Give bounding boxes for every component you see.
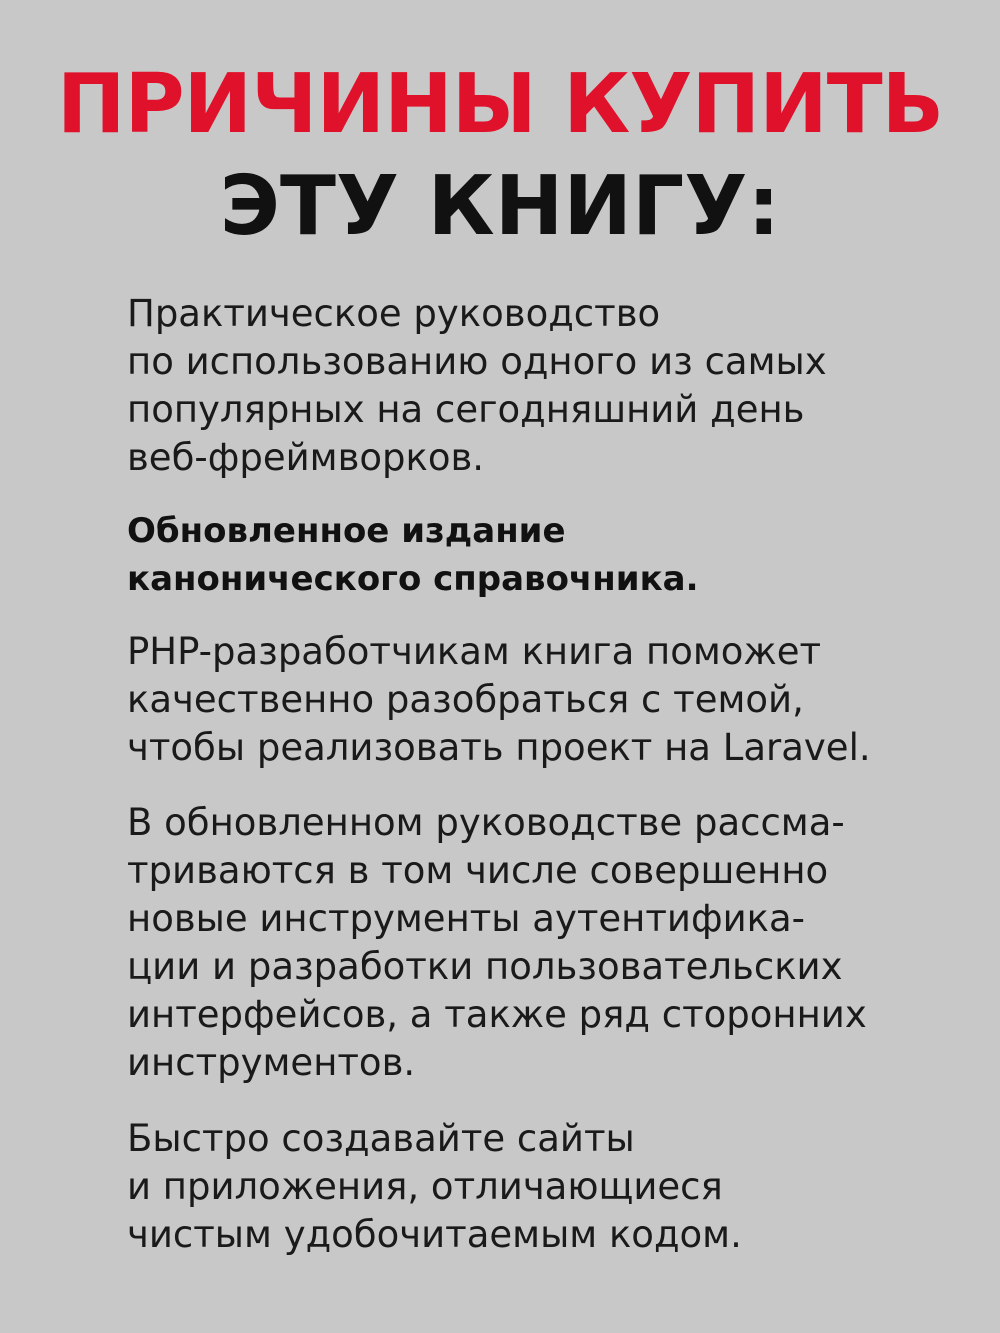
paragraph-updated-guide	[127, 799, 987, 1087]
paragraph-line: В обновленном руководстве рассма-	[127, 801, 845, 844]
paragraph-line: Обновленное издание	[127, 511, 566, 551]
paragraph-build-fast	[127, 1115, 987, 1259]
paragraph-line: ции и разработки пользовательских	[127, 945, 843, 988]
paragraph-line: интерфейсов, а также ряд сторонних	[127, 993, 867, 1036]
paragraph-line: чтобы реализовать проект на Laravel.	[127, 726, 871, 769]
paragraph-php-developers	[127, 628, 987, 772]
paragraph-line: новые инструменты аутентифика-	[127, 897, 806, 940]
paragraph-line: канонического справочника.	[127, 559, 699, 599]
paragraph-line: по использованию одного из самых	[127, 340, 827, 383]
paragraph-line: Практическое руководство	[127, 292, 661, 335]
heading-line-2: ЭТУ КНИГУ:	[219, 159, 781, 254]
paragraph-line: чистым удобочитаемым кодом.	[127, 1213, 742, 1256]
paragraph-line: веб-фреймворков.	[127, 436, 485, 479]
paragraph-line: популярных на сегодняшний день	[127, 388, 805, 431]
paragraph-bold-edition	[127, 507, 987, 603]
paragraph-intro	[127, 290, 987, 482]
paragraph-line: и приложения, отличающиеся	[127, 1165, 723, 1208]
paragraph-line: инструментов.	[127, 1041, 416, 1084]
paragraph-line: PHP-разработчикам книга поможет	[127, 630, 822, 673]
paragraph-line: качественно разобраться с темой,	[127, 678, 804, 721]
paragraph-line: триваются в том числе совершенно	[127, 849, 829, 892]
heading-line-1: ПРИЧИНЫ КУПИТЬ	[56, 57, 944, 152]
paragraph-line: Быстро создавайте сайты	[127, 1117, 635, 1160]
